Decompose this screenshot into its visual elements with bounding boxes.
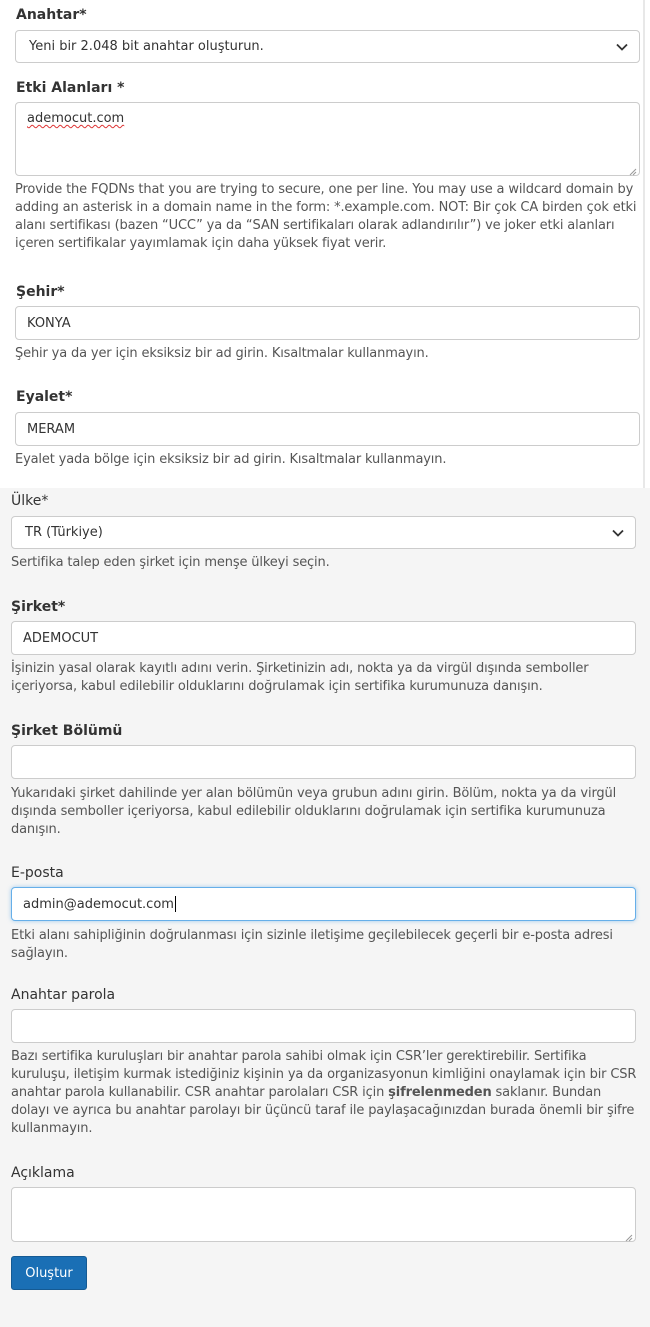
state-input[interactable] (15, 412, 640, 446)
chevron-down-icon (616, 41, 628, 53)
panel-edge (643, 0, 645, 488)
chevron-down-icon (612, 527, 624, 539)
country-select-value: TR (Türkiye) (25, 525, 103, 540)
resize-grip-icon[interactable] (625, 1231, 633, 1239)
country-label: Ülke* (11, 493, 49, 509)
email-input[interactable] (11, 887, 636, 921)
key-select[interactable] (15, 30, 640, 63)
passphrase-input[interactable] (11, 1009, 636, 1043)
text-cursor (175, 896, 176, 912)
company-help: İşinizin yasal olarak kayıtlı adını verin. Şirketinizin adı, nokta ya da virgül dışında semboller içeriyorsa, kabul edilebilir olduklarını doğrulamak için sertifika kurumunuza danışın. (11, 661, 589, 694)
company-value: ADEMOCUT (23, 630, 99, 646)
city-input[interactable] (15, 306, 640, 340)
key-select-value: Yeni bir 2.048 bit anahtar oluşturun. (29, 39, 264, 54)
resize-grip-icon[interactable] (629, 165, 637, 173)
domains-value: ademocut.com (27, 111, 125, 126)
state-label: Eyalet* (16, 389, 73, 405)
country-select[interactable] (11, 516, 636, 549)
domains-label: Etki Alanları * (16, 80, 125, 96)
company-input[interactable] (11, 621, 636, 655)
division-label: Şirket Bölümü (11, 723, 123, 739)
state-help: Eyalet yada bölge için eksiksiz bir ad girin. Kısaltmalar kullanmayın. (15, 452, 447, 467)
division-input[interactable] (11, 745, 636, 779)
domains-textarea[interactable] (15, 102, 640, 176)
passphrase-help (11, 1048, 639, 1138)
domains-help: Provide the FQDNs that you are trying to secure, one per line. You may use a wildcard domain by adding an asterisk in a domain name in the form: *.example.com. NOT: Bir çok CA birden çok etki alanı sertifikası (bazen “UCC” ya da “SAN sertifikaları olarak adlandırılır”) ve joker etki alanları içeren sertifikalar yayımlamak için daha yüksek fiyat verir. (15, 182, 637, 251)
description-textarea[interactable] (11, 1187, 636, 1242)
email-value: admin@ademocut.com (23, 896, 174, 912)
description-label: Açıklama (11, 1165, 75, 1181)
country-help: Sertifika talep eden şirket için menşe ülkeyi seçin. (11, 555, 330, 570)
city-help: Şehir ya da yer için eksiksiz bir ad girin. Kısaltmalar kullanmayın. (15, 346, 429, 361)
city-value: KONYA (27, 315, 71, 331)
city-label: Şehir* (16, 284, 65, 300)
passphrase-help-text-end: saklanır. Bundan dolayı ve ayrıca bu anahtar parolayı bir üçüncü taraf ile paylaşacağınızdan burada önemli bir şifre kullanmayın. (11, 1085, 635, 1136)
email-label: E-posta (11, 865, 64, 881)
key-label: Anahtar* (16, 7, 87, 23)
company-label: Şirket* (11, 599, 66, 615)
create-button[interactable]: Oluştur (11, 1256, 87, 1290)
state-value: MERAM (27, 421, 76, 437)
division-help: Yukarıdaki şirket dahilinde yer alan bölümün veya grubun adını girin. Bölüm, nokta ya da virgül dışında semboller içeriyorsa, kabul edilebilir olduklarını doğrulamak için sertifika kurumunuza danışın. (11, 786, 617, 837)
passphrase-label: Anahtar parola (11, 987, 116, 1003)
email-help: Etki alanı sahipliğinin doğrulanması için sizinle iletişime geçilebilecek geçerli bir e-posta adresi sağlayın. (11, 928, 613, 961)
passphrase-help-bold: şifrelenmeden (388, 1085, 492, 1100)
passphrase-help-text: Bazı sertifika kuruluşları bir anahtar parola sahibi olmak için CSR’ler gerektirebilir. Sertifika kuruluşu, iletişim kurmak istediğiniz kişinin ya da organizasyonun kimliğini onaylamak için bir CSR anahtar parola kullanabilir. CSR anahtar parolaları CSR için (11, 1049, 637, 1100)
